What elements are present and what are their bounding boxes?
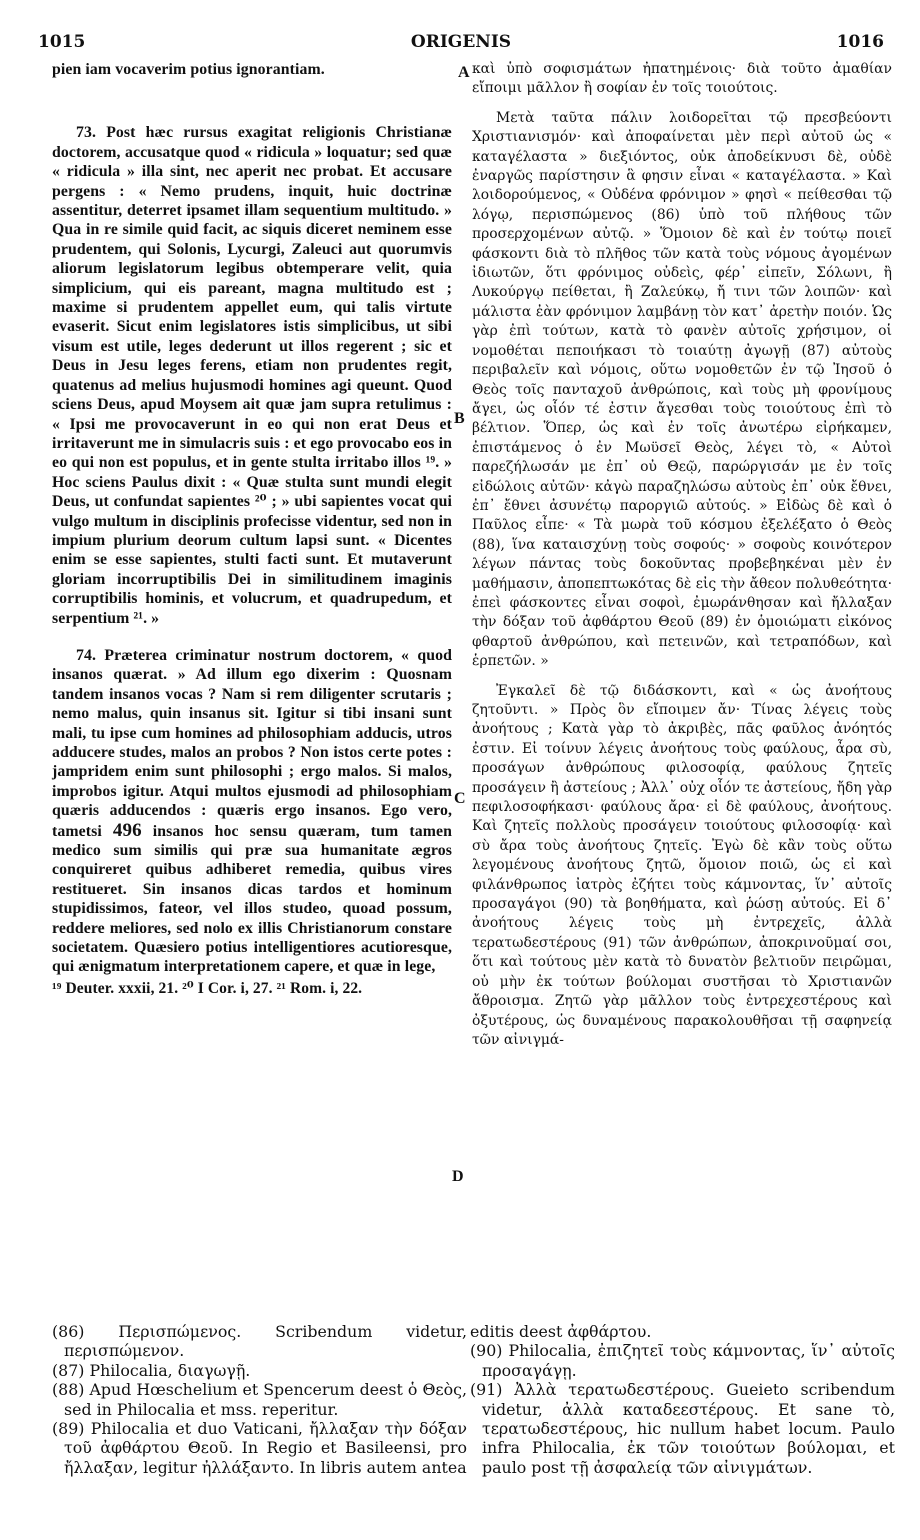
footnote: (89) Philocalia et duo Vaticani, ἤλλαξαν τὴν δόξαν τοῦ ἀφθάρτου Θεοῦ. In Regio et Basileensi, pro ἤλλαξαν, legitur ἠλλάξαντο. In libris autem antea — [52, 1419, 467, 1477]
page-header — [38, 32, 884, 60]
footnote: (87) Philocalia, διαγωγῇ. — [52, 1360, 251, 1380]
latin-section-74 — [52, 646, 452, 977]
margin-letter-a: A — [458, 64, 470, 81]
latin-paragraph-continued: pien iam vocaverim potius ignorantiam. — [52, 61, 325, 78]
greek-paragraph-2: Ἐγκαλεῖ δὲ τῷ διδάσκοντι, καὶ « ὡς ἀνοήτους ζητοῦντι. » Πρὸς ὃν εἴποιμεν ἄν· Τίνας λέγεις τοὺς ἀνοήτους ; Κατὰ γὰρ τὸ ἀκριβὲς, πᾶς φαῦλος ἀνόητός ἐστιν. Εἰ τοίνυν λέγεις ἀνοήτους τοὺς φαύλους, ἆρα σὺ, προσάγων ἀνθρώπους φιλοσοφίᾳ, φαύλους ζητεῖς προσάγειν ἢ ἀστείους ; Ἀλλ᾽ οὐχ οἷόν τε ἀστείους, ἤδη γὰρ πεφιλοσοφήκασι· φαύλους ἄρα· εἰ δὲ φαύλους, ἀνοήτους. Καὶ ζητεῖς πολλοὺς προσάγειν τοιούτους φιλοσοφίᾳ· καὶ σὺ ἄρα τοὺς ἀνοήτους ζητεῖς. Ἐγὼ δὲ κἂν τοὺς οὕτω λεγομένους ἀνοήτους ζητῶ, ὅμοιον ποιῶ, ὡς εἰ καὶ φιλάνθρωπος ἰατρὸς ἐζήτει τοὺς κάμνοντας, ἵν᾽ αὐτοῖς προσαγάγοι (90) τὰ βοηθήματα, καὶ ῥώσῃ αὐτούς. Εἰ δ᾽ ἀνοήτους λέγεις τοὺς μὴ ἐντρεχεῖς, ἀλλὰ τερατωδεστέρους (91) τῶν ἀνθρώπων, ἀποκρινοῦμαί σοι, ὅτι καὶ τούτους μὲν κατὰ τὸ δυνατὸν βελτιοῦν πειρῶμαι, οὐ μὴν ἐκ τούτων βούλομαι συστῆσαι τὸ Χριστιανῶν ἄθροισμα. Ζητῶ γὰρ μᾶλλον τοὺς ἐντρεχεστέρους καὶ ὀξυτέρους, ὡς δυναμένους παρακολουθῆσαι τῇ σαφηνείᾳ τῶν αἰνιγμά- — [472, 682, 892, 1048]
section-text-b: insanos hoc sensu quæram, tum tamen medico sum similis qui præ sua humanitate ægros conquireret quibus adhiberet remedia, quibus vires restitueret. Sin insanos dicas tardos et hominum stupidissimos, fateor, vel illos studeo, quoad possum, reddere meliores, sed nolo ex illis Christianorum constare societatem. Quæsiero potius intelligentiores acutioresque, qui ænigmatum interpretationem capere, et quæ in lege, — [52, 822, 452, 976]
margin-letter-d: D — [452, 1168, 464, 1185]
greek-column — [472, 60, 892, 1050]
running-title: ORIGENIS — [410, 32, 512, 52]
column-marker: 496 — [112, 819, 142, 841]
greek-paragraph-1: Μετὰ ταῦτα πάλιν λοιδορεῖται τῷ πρεσβεύοντι Χριστιανισμόν· καὶ ἀποφαίνεται μὲν περὶ αὐτοῦ ὡς « καταγέλαστα » διεξιόντος, οὐκ ἀποδείκνυσι δὲ, οὐδὲ ἐναργῶς παρίστησιν ἃ φησιν εἶναι « καταγέλαστα. » Καὶ λοιδορούμενος, « Οὐδένα φρόνιμον » φησὶ « πείθεσθαι τῷ λόγῳ, περισπώμενος (86) ὑπὸ τοῦ πλήθους τῶν προσερχομένων αὐτῷ. » Ὅμοιον δὲ καὶ ἐν τούτῳ ποιεῖ φάσκοντι διὰ τὸ πλῆθος τῶν κατὰ τοὺς νόμους ἀγομένων ἰδιωτῶν, ὅτι φρόνιμος οὐδεὶς, φέρ᾽ εἰπεῖν, Σόλωνι, ἢ Λυκούργῳ πείθεται, ἢ Ζαλεύκῳ, ἤ τινι τῶν λοιπῶν· καὶ μάλιστα ἐὰν φρόνιμον λαμβάνῃ τὸν κατ᾽ ἀρετὴν ποιόν. Ὡς γὰρ ἐπὶ τούτων, κατὰ τὸ φανὲν αὐτοῖς χρήσιμον, οἱ νομοθέται πεποιήκασι τὸ τοιαύτῃ ἀγωγῇ (87) αὐτοὺς περιβαλεῖν καὶ νόμοις, οὕτω νομοθετῶν ἐν τῷ Ἰησοῦ ὁ Θεὸς τοῖς πανταχοῦ ἀνθρώποις, καὶ τοὺς μὴ φρονίμους ἄγει, ὡς οἷόν τέ ἐστιν ἄγεσθαι τοὺς τοιούτους ἐπὶ τὸ βέλτιον. Ὅπερ, ὡς καὶ ἐν τοῖς ἀνωτέρω εἰρήκαμεν, ἐπιστάμενος ὁ ἐν Μωϋσεῖ Θεὸς, λέγει τὸ, « Αὐτοὶ παρεζήλωσάν με ἐπ᾽ οὐ Θεῷ, παρώργισάν με ἐν τοῖς εἰδώλοις αὐτῶν· κἀγὼ παραζηλώσω αὐτοὺς ἐπ᾽ οὐκ ἔθνει, ἐπ᾽ ἔθνει ἀσυνέτῳ παροργιῶ αὐτούς. » Εἰδὼς δὲ καὶ ὁ Παῦλος εἶπε· « Τὰ μωρὰ τοῦ κόσμου ἐξελέξατο ὁ Θεὸς (88), ἵνα καταισχύνῃ τοὺς σοφούς· » σοφοὺς κοινότερον λέγων πάντας τοὺς δοκοῦντας προβεβηκέναι μὲν ἐν μαθήμασιν, ἀποπεπτωκότας δὲ εἰς τὴν ἄθεον πολυθεότητα· ἐπεὶ φάσκοντες εἶναι σοφοὶ, ἐμωράνθησαν καὶ ἤλλαξαν τὴν δόξαν τοῦ ἀφθάρτου Θεοῦ (89) ἐν ὁμοιώματι εἰκόνος φθαρτοῦ ἀνθρώπου, καὶ πετεινῶν, καὶ τετραπόδων, καὶ ἑρπετῶν. » — [472, 109, 892, 670]
footnote: editis deest ἀφθάρτου. — [470, 1322, 652, 1341]
margin-letter-b: B — [454, 410, 465, 427]
section-text-a: Præterea criminatur nostrum doctorem, « quod insanos quærat. » Ad illum ego dixerim : Quosnam tandem insanos vocas ? Nam si rem diligenter scrutaris ; nemo malus, quin insanus sit. Igitur si tibi insani sunt mali, tu ipse cum homines ad philosophiam adducis, utros adducere studes, malos an probos ? Non istos certe potes : jampridem enim sunt philosophi ; ergo malos. Si malos, improbos igitur. Atqui multos ejusmodi ad philosophiam quæris adducendos : quæris ergo insanos. Ego vero, tametsi — [52, 646, 452, 840]
footnote: (90) Philocalia, ἐπιζητεῖ τοὺς κάμνοντας, ἵν᾽ αὐτοῖς προσαγάγῃ. — [470, 1341, 895, 1380]
footnote: (91) Ἀλλὰ τερατωδεστέρους. Gueieto scribendum videtur, ἀλλὰ καταδεεστέρους. Et sane τὸ, τερατωδεστέρους, hic nullum habet locum. Paulo infra Philocalia, ἐκ τῶν τοιούτων βούλομαι, et paulo post τῇ ἀσφαλείᾳ τῶν αἰνιγμάτων. — [470, 1380, 895, 1477]
scripture-references: ¹⁹ Deuter. xxxii, 21. ²⁰ I Cor. i, 27. ²¹ Rom. i, 22. — [52, 979, 363, 997]
left-page-number: 1015 — [38, 32, 86, 52]
footnotes-right — [470, 1322, 895, 1477]
footnotes-left — [52, 1322, 467, 1477]
right-page-number: 1016 — [836, 32, 884, 52]
margin-letter-c: C — [454, 790, 466, 807]
footnote: (88) Apud Hœschelium et Spencerum deest ὁ Θεὸς, sed in Philocalia et mss. reperitur. — [52, 1380, 467, 1419]
section-number: 73. — [76, 124, 97, 142]
section-number: 74. — [76, 646, 97, 664]
greek-paragraph-continued: καὶ ὑπὸ σοφισμάτων ἠπατημένοις· διὰ τοῦτο ἀμαθίαν εἴποιμι μᾶλλον ἢ σοφίαν ἐν τοῖς τοιούτοις. — [472, 61, 892, 97]
latin-section-73 — [52, 123, 452, 628]
section-text: Post hæc rursus exagitat religionis Christianæ doctorem, accusatque quod « ridicula » loquatur; sed quæ « ridicula » illa sint, nec aperit nec probat. Et accusare pergens : « Nemo prudens, inquit, huic doctrinæ assentitur, deterret ipsamet illam sequentium multitudo. » Qua in re simile quid facit, ac siquis diceret neminem esse prudentem, qui Solonis, Lycurgi, Zaleuci aut quorumvis aliorum legislatorum legibus obtemperare velit, quia simplicium, qui eis pareant, magna multitudo est ; maxime si prudentem appellet eum, qui talis virtute evaserit. Sicut enim legislatores istis simplicibus, ut sibi visum est utile, leges dederunt ut illos regerent ; sic et Deus in Jesu leges ferens, etiam non prudentes regit, quatenus ad melius hujusmodi homines agi queunt. Quod sciens Deus, apud Moysem ait quæ jam supra retulimus : « Ipsi me provocaverunt in eo qui non erat Deus et irritaverunt me in simulacris suis : et ego provocabo eos in eo qui non est populus, et in gente stulta irritabo illos ¹⁹. » Hoc sciens Paulus dixit : « Quæ stulta sunt mundi elegit Deus, ut confundat sapientes ²⁰ ; » ubi sapientes vocat qui vulgo multum in disciplinis profecisse videntur, sed non in impium plurium deorum cultum lapsi sunt. « Dicentes enim se esse sapientes, stulti facti sunt. Et mutaverunt gloriam incorruptibilis Dei in similitudinem imaginis corruptibilis hominis, et volucrum, et quadrupedum, et serpentium ²¹. » — [52, 124, 452, 627]
latin-column — [52, 60, 452, 998]
footnote: (86) Περισπώμενος. Scribendum videtur, περισπώμενον. — [52, 1322, 467, 1361]
